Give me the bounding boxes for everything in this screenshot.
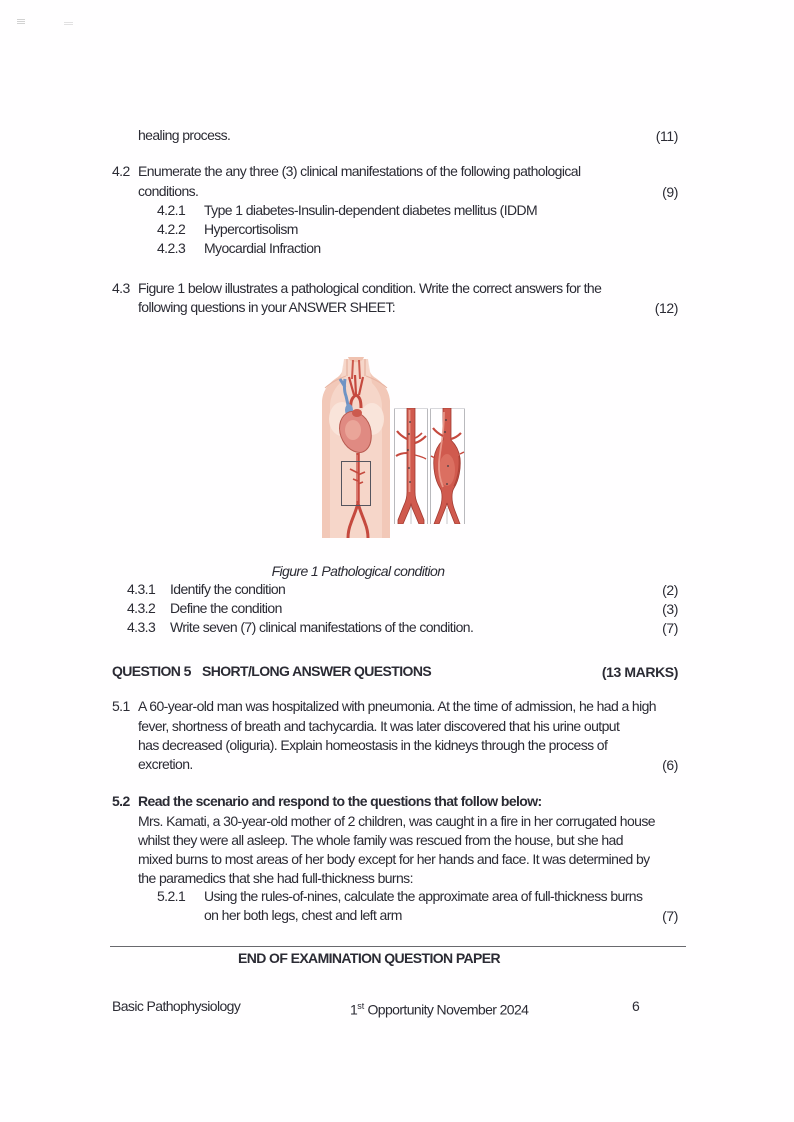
q43-marks: (12) xyxy=(654,300,678,316)
footer-session-number: 1 xyxy=(350,1001,358,1018)
q52-number: 5.2 xyxy=(112,793,130,809)
footer-session-ordinal: st xyxy=(357,1001,365,1011)
q521-text-line1: Using the rules-of-nines, calculate the approximate area of full-thickness burns xyxy=(204,888,643,904)
q42-text-line2: conditions. xyxy=(138,183,199,199)
footer-session-text: Opportunity November 2024 xyxy=(364,1001,529,1018)
q51-text-line3: has decreased (oliguria). Explain homeostasis in the kidneys through the process of xyxy=(138,737,608,753)
q42-text-line1: Enumerate the any three (3) clinical manifestations of the following pathological xyxy=(138,163,581,179)
q431-text: Identify the condition xyxy=(170,581,286,597)
torso-with-heart-and-aorta-illustration xyxy=(320,357,392,538)
question5-title: SHORT/LONG ANSWER QUESTIONS xyxy=(202,663,432,679)
q421-number: 4.2.1 xyxy=(157,202,186,218)
q432-marks: (3) xyxy=(662,601,678,617)
question5-number: QUESTION 5 xyxy=(112,663,191,679)
q433-number: 4.3.3 xyxy=(127,619,156,635)
q432-text: Define the condition xyxy=(170,600,282,616)
aortic-aneurysm-panel-illustration xyxy=(430,408,465,524)
footer-page-number: 6 xyxy=(632,998,640,1014)
q52-text-line1: Mrs. Kamati, a 30-year-old mother of 2 children, was caught in a fire in her corrugated house xyxy=(138,813,655,829)
q521-text-line2: on her both legs, chest and left arm xyxy=(204,907,402,923)
q422-number: 4.2.2 xyxy=(157,221,186,237)
q423-text: Myocardial Infraction xyxy=(204,240,321,256)
figure-caption: Figure 1 Pathological condition xyxy=(271,563,445,579)
q52-text-line4: the paramedics that she had full-thickness burns: xyxy=(138,870,413,886)
q52-lead: Read the scenario and respond to the questions that follow below: xyxy=(138,793,542,809)
footer-session xyxy=(350,999,528,1018)
question5-marks: (13 MARKS) xyxy=(601,664,678,680)
q431-marks: (2) xyxy=(662,582,678,598)
q51-text-line4: excretion. xyxy=(138,756,193,772)
q432-number: 4.3.2 xyxy=(127,600,156,616)
scan-artifact xyxy=(17,19,25,24)
q51-marks: (6) xyxy=(662,757,678,773)
q43-number: 4.3 xyxy=(112,280,130,296)
q521-marks: (7) xyxy=(662,908,678,924)
end-of-paper-heading: END OF EXAMINATION QUESTION PAPER xyxy=(238,950,501,966)
q423-number: 4.2.3 xyxy=(157,240,186,256)
q52-text-line3: mixed burns to most areas of her body except for her hands and face. It was determined by xyxy=(138,851,650,867)
figure-1-pathological-condition xyxy=(320,357,466,539)
q42-marks: (9) xyxy=(662,184,678,200)
normal-aorta-panel-illustration xyxy=(394,408,428,524)
q422-text: Hypercortisolism xyxy=(204,221,298,237)
q52-text-line2: whilst they were all asleep. The whole family was rescued from the house, but she had xyxy=(138,832,623,848)
q521-number: 5.2.1 xyxy=(157,888,186,904)
q51-text-line1: A 60-year-old man was hospitalized with pneumonia. At the time of admission, he had a high xyxy=(138,698,656,714)
q51-number: 5.1 xyxy=(112,698,130,714)
end-divider-line xyxy=(110,946,686,947)
q41-marks: (11) xyxy=(655,128,678,144)
q51-text-line2: fever, shortness of breath and tachycardia. It was later discovered that his urine output xyxy=(138,718,620,734)
q41-continuation-text: healing process. xyxy=(138,127,231,143)
q421-text: Type 1 diabetes-Insulin-dependent diabetes mellitus (IDDM xyxy=(204,202,538,218)
footer-course-title: Basic Pathophysiology xyxy=(112,998,241,1014)
q433-text: Write seven (7) clinical manifestations of the condition. xyxy=(170,619,474,635)
scan-artifact xyxy=(64,22,73,26)
q42-number: 4.2 xyxy=(112,163,130,179)
q43-text-line1: Figure 1 below illustrates a pathological condition. Write the correct answers for the xyxy=(138,280,602,296)
q431-number: 4.3.1 xyxy=(127,581,156,597)
q43-text-line2: following questions in your ANSWER SHEET: xyxy=(138,299,396,315)
q433-marks: (7) xyxy=(662,620,678,636)
